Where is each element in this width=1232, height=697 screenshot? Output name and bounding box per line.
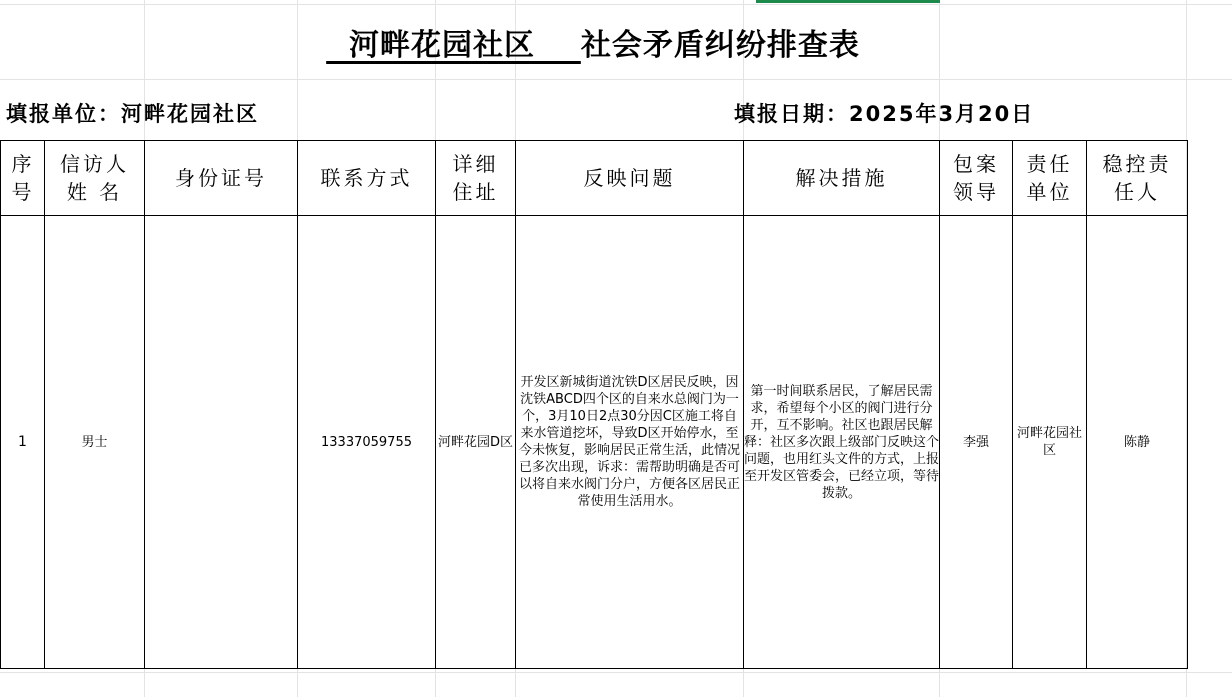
header-contact[interactable]: 联系方式 xyxy=(298,141,436,216)
header-name[interactable]: 信访人姓 名 xyxy=(45,141,145,216)
cell-id[interactable] xyxy=(145,216,298,669)
cell-issue[interactable]: 开发区新城街道沈铁D区居民反映，因沈铁ABCD四个区的自来水总阀门为一个，3月10日2点30分因C区施工将自来水管道挖坏，导致D区开始停水，至今未恢复，影响居民正常生活，此情况已多次出现，诉求：需帮助明确是否可以将自来水阀门分户，方便各区居民正常使用生活用水。 xyxy=(516,216,744,669)
cell-owner[interactable]: 陈静 xyxy=(1087,216,1188,669)
cell-solution[interactable]: 第一时间联系居民，了解居民需求，希望每个小区的阀门进行分开，互不影响。社区也跟居民解释：社区多次跟上级部门反映这个问题，也用红头文件的方式，上报至开发区管委会，已经立项，等待拨款。 xyxy=(744,216,940,669)
selected-column-indicator xyxy=(756,0,940,3)
cell-address[interactable]: 河畔花园D区 xyxy=(436,216,516,669)
header-issue[interactable]: 反映问题 xyxy=(516,141,744,216)
header-row xyxy=(1,141,1188,216)
header-address[interactable]: 详细住址 xyxy=(436,141,516,216)
header-seq[interactable]: 序号 xyxy=(1,141,45,216)
reporting-date[interactable]: 填报日期：2025年3月20日 xyxy=(734,102,1035,126)
title-text: 社会矛盾纠纷排查表 xyxy=(580,28,860,63)
dispute-table xyxy=(0,140,1188,669)
cell-contact[interactable]: 13337059755 xyxy=(298,216,436,669)
header-id[interactable]: 身份证号 xyxy=(145,141,298,216)
cell-name[interactable]: 男士 xyxy=(45,216,145,669)
reporting-unit[interactable]: 填报单位：河畔花园社区 xyxy=(6,102,259,126)
header-leader[interactable]: 包案领导 xyxy=(940,141,1013,216)
header-solution[interactable]: 解决措施 xyxy=(744,141,940,216)
header-dept[interactable]: 责任单位 xyxy=(1013,141,1087,216)
header-owner[interactable]: 稳控责任人 xyxy=(1087,141,1188,216)
cell-seq[interactable]: 1 xyxy=(1,216,45,669)
cell-leader[interactable]: 李强 xyxy=(940,216,1013,669)
cell-dept[interactable]: 河畔花园社区 xyxy=(1013,216,1087,669)
title-org: 河畔花园社区 xyxy=(326,28,581,63)
table-row xyxy=(1,216,1188,669)
sheet-title[interactable] xyxy=(0,20,1186,64)
